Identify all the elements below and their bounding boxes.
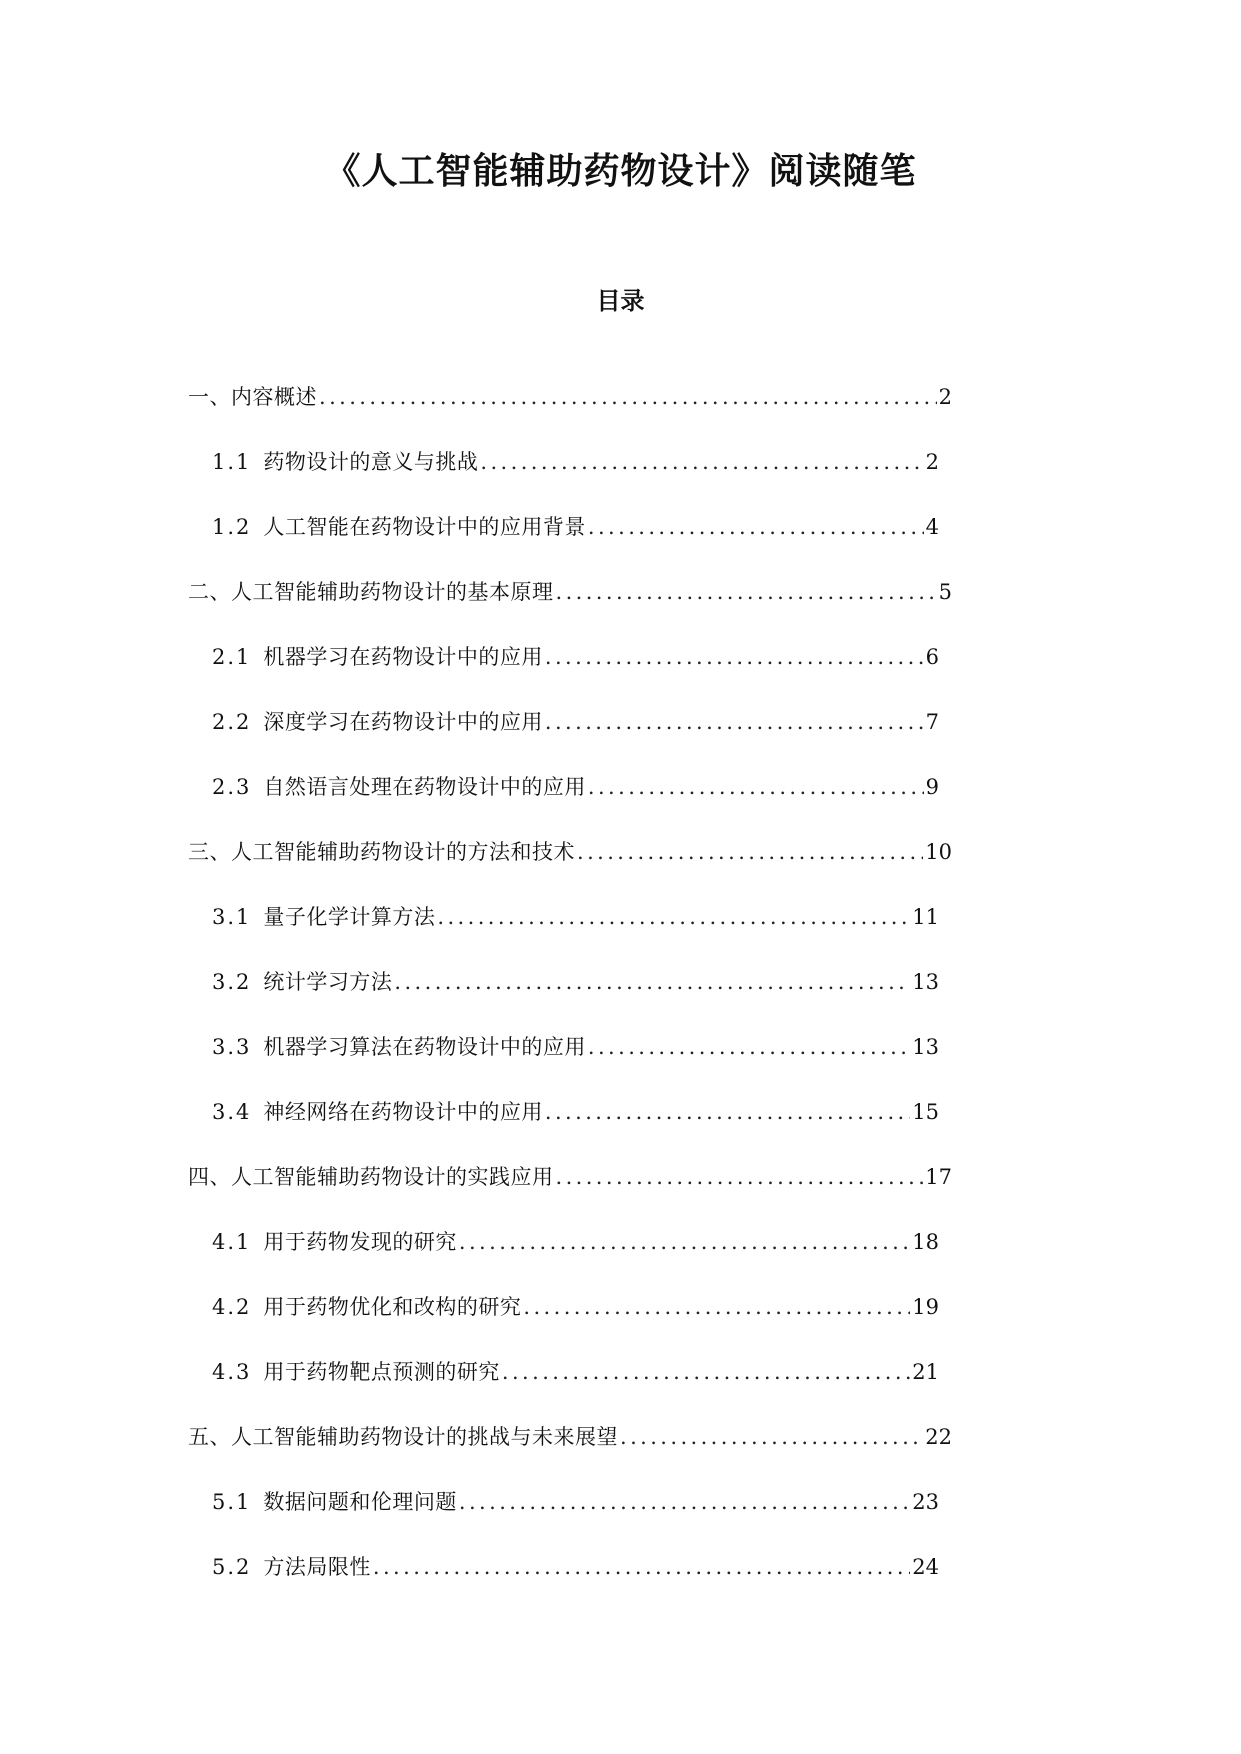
toc-entry-number: 4.3 xyxy=(212,1360,252,1384)
toc-entry-row xyxy=(188,837,952,867)
toc-entry-row xyxy=(212,1487,939,1517)
toc-dot-leader xyxy=(577,837,923,867)
toc-page-number: 23 xyxy=(912,1490,939,1514)
toc-dot-leader xyxy=(556,577,937,607)
toc-entry-row xyxy=(212,512,939,542)
toc-entry-row xyxy=(188,1422,952,1452)
toc-dot-leader xyxy=(319,382,937,412)
toc-entry[interactable] xyxy=(0,577,1241,642)
toc-page-number: 22 xyxy=(925,1425,952,1449)
toc-entry-title: 自然语言处理在药物设计中的应用 xyxy=(263,775,586,799)
toc-dot-leader xyxy=(588,512,924,542)
toc-entry-title: 用于药物发现的研究 xyxy=(263,1230,457,1254)
toc-entry[interactable] xyxy=(0,512,1241,577)
toc-page-number: 7 xyxy=(925,710,939,734)
toc-entry-title: 人工智能在药物设计中的应用背景 xyxy=(263,515,586,539)
toc-entry-title: 统计学习方法 xyxy=(263,970,393,994)
toc-entry-title: 五、人工智能辅助药物设计的挑战与未来展望 xyxy=(188,1425,618,1449)
toc-entry[interactable] xyxy=(0,1162,1241,1227)
toc-entry[interactable] xyxy=(0,1097,1241,1162)
toc-dot-leader xyxy=(588,772,924,802)
toc-entry-number: 2.1 xyxy=(212,645,252,669)
toc-page-number: 13 xyxy=(912,970,939,994)
toc-page-number: 11 xyxy=(912,905,939,929)
toc-entry-number: 3.3 xyxy=(212,1035,252,1059)
toc-page-number: 15 xyxy=(912,1100,939,1124)
toc-page-number: 17 xyxy=(925,1165,952,1189)
toc-entry-row xyxy=(212,772,939,802)
toc-entry[interactable] xyxy=(0,1227,1241,1292)
toc-entry-number: 1.1 xyxy=(212,450,252,474)
toc-dot-leader xyxy=(459,1487,910,1517)
toc-entry-title: 数据问题和伦理问题 xyxy=(263,1490,457,1514)
toc-entry-title: 四、人工智能辅助药物设计的实践应用 xyxy=(188,1165,554,1189)
toc-dot-leader xyxy=(437,902,910,932)
toc-entry[interactable] xyxy=(0,1487,1241,1552)
toc-entry-number: 5.2 xyxy=(212,1555,252,1579)
toc-entry-number: 3.1 xyxy=(212,905,252,929)
toc-entry-title: 机器学习算法在药物设计中的应用 xyxy=(263,1035,586,1059)
toc-entry-row xyxy=(212,902,939,932)
toc-entry[interactable] xyxy=(0,967,1241,1032)
toc-entry[interactable] xyxy=(0,447,1241,512)
toc-entry-row xyxy=(188,382,952,412)
toc-entry[interactable] xyxy=(0,1552,1241,1617)
toc-dot-leader xyxy=(523,1292,910,1322)
toc-entry-row xyxy=(212,1032,939,1062)
toc-entry-title: 深度学习在药物设计中的应用 xyxy=(263,710,543,734)
toc-dot-leader xyxy=(556,1162,924,1192)
toc-entry[interactable] xyxy=(0,772,1241,837)
toc-page-number: 9 xyxy=(925,775,939,799)
toc-entry-number: 3.4 xyxy=(212,1100,252,1124)
toc-entry[interactable] xyxy=(0,837,1241,902)
toc-entry-number: 4.1 xyxy=(212,1230,252,1254)
toc-entry-number: 5.1 xyxy=(212,1490,252,1514)
toc-entry-row xyxy=(212,1097,939,1127)
toc-entry[interactable] xyxy=(0,707,1241,772)
toc-dot-leader xyxy=(620,1422,923,1452)
toc-entry-title: 量子化学计算方法 xyxy=(263,905,436,929)
toc-entry-row xyxy=(212,1292,939,1322)
toc-entry-row xyxy=(212,967,939,997)
toc-entry-title: 用于药物靶点预测的研究 xyxy=(263,1360,500,1384)
toc-entry-title: 用于药物优化和改构的研究 xyxy=(263,1295,522,1319)
toc-entry-row xyxy=(212,1357,939,1387)
toc-entry-row xyxy=(188,577,952,607)
table-of-contents xyxy=(0,382,1241,1617)
toc-dot-leader xyxy=(459,1227,910,1257)
toc-entry[interactable] xyxy=(0,1032,1241,1097)
toc-entry-number: 2.3 xyxy=(212,775,252,799)
toc-entry-title: 二、人工智能辅助药物设计的基本原理 xyxy=(188,580,554,604)
toc-entry-row xyxy=(212,1227,939,1257)
toc-entry-row xyxy=(212,642,939,672)
toc-dot-leader xyxy=(588,1032,910,1062)
toc-heading: 目录 xyxy=(596,287,645,315)
toc-entry-title: 方法局限性 xyxy=(263,1555,371,1579)
toc-page-number: 4 xyxy=(925,515,939,539)
toc-dot-leader xyxy=(545,642,924,672)
toc-entry-row xyxy=(212,1552,939,1582)
toc-dot-leader xyxy=(545,707,924,737)
toc-entry-title: 机器学习在药物设计中的应用 xyxy=(263,645,543,669)
toc-page-number: 5 xyxy=(938,580,952,604)
toc-entry-title: 神经网络在药物设计中的应用 xyxy=(263,1100,543,1124)
toc-entry-row xyxy=(212,707,939,737)
toc-page-number: 2 xyxy=(925,450,939,474)
toc-page-number: 2 xyxy=(938,385,952,409)
toc-entry[interactable] xyxy=(0,1422,1241,1487)
toc-page-number: 18 xyxy=(912,1230,939,1254)
toc-entry[interactable] xyxy=(0,1357,1241,1422)
toc-entry-title: 药物设计的意义与挑战 xyxy=(263,450,479,474)
toc-entry-title: 一、内容概述 xyxy=(188,385,317,409)
toc-page-number: 19 xyxy=(912,1295,939,1319)
toc-entry[interactable] xyxy=(0,642,1241,707)
toc-entry-number: 4.2 xyxy=(212,1295,252,1319)
toc-page-number: 13 xyxy=(912,1035,939,1059)
document-title: 《人工智能辅助药物设计》阅读随笔 xyxy=(324,151,917,192)
toc-page-number: 6 xyxy=(925,645,939,669)
toc-dot-leader xyxy=(502,1357,910,1387)
toc-page-number: 10 xyxy=(925,840,952,864)
toc-entry[interactable] xyxy=(0,382,1241,447)
toc-entry-number: 3.2 xyxy=(212,970,252,994)
toc-entry-row xyxy=(212,447,939,477)
toc-dot-leader xyxy=(373,1552,910,1582)
toc-entry-title: 三、人工智能辅助药物设计的方法和技术 xyxy=(188,840,575,864)
toc-dot-leader xyxy=(545,1097,910,1127)
toc-dot-leader xyxy=(394,967,910,997)
toc-page-number: 21 xyxy=(912,1360,939,1384)
toc-page-number: 24 xyxy=(912,1555,939,1579)
toc-entry[interactable] xyxy=(0,902,1241,967)
toc-entry-row xyxy=(188,1162,952,1192)
toc-entry-number: 2.2 xyxy=(212,710,252,734)
toc-entry-number: 1.2 xyxy=(212,515,252,539)
toc-entry[interactable] xyxy=(0,1292,1241,1357)
toc-dot-leader xyxy=(480,447,923,477)
